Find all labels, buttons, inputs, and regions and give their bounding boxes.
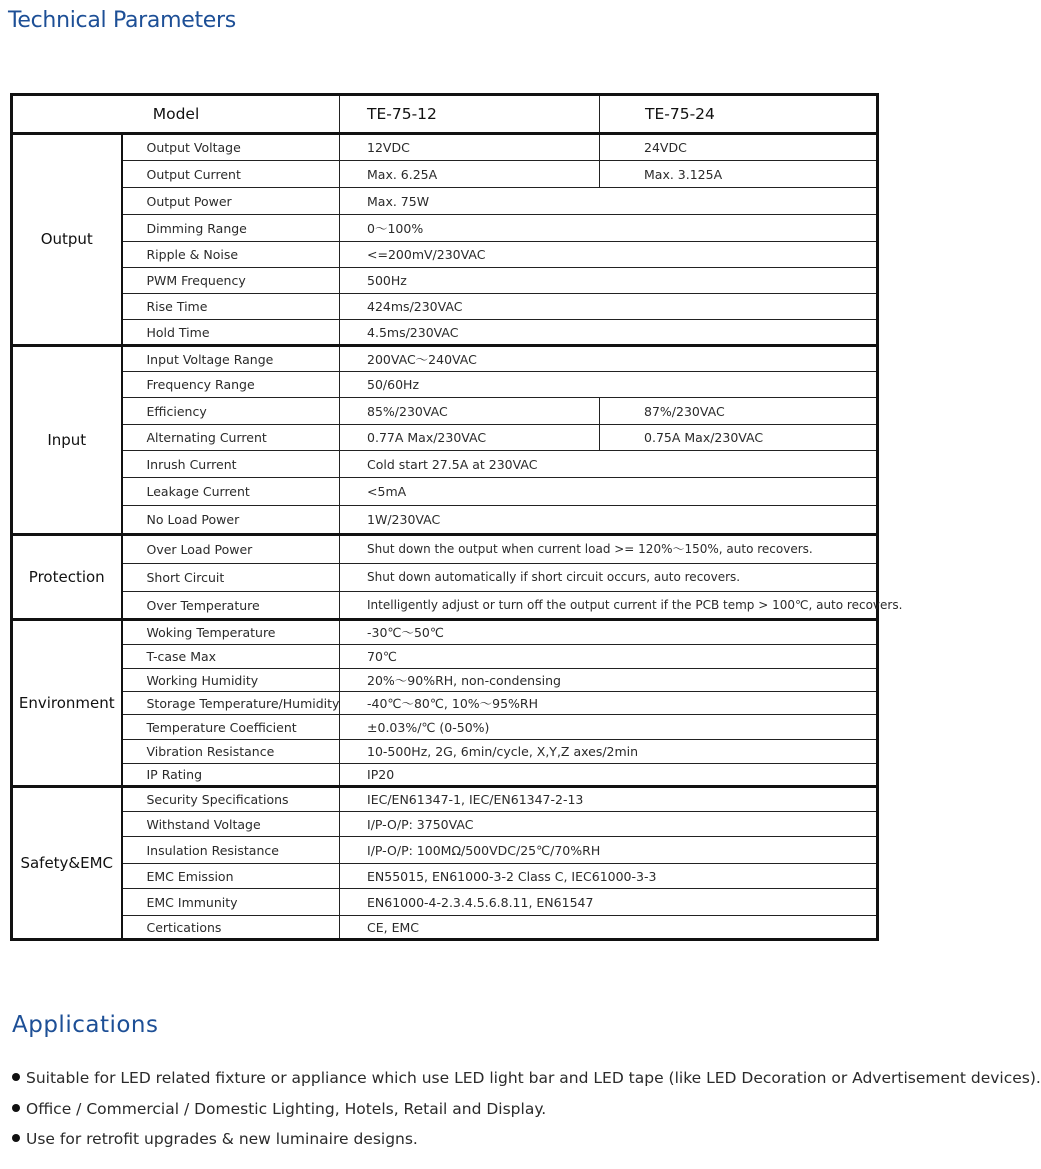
table-row [12, 372, 878, 398]
value-te-75-24: 87%/230VAC [600, 398, 878, 425]
table-row [12, 889, 878, 916]
group-label: Protection [12, 535, 122, 620]
parameter-name: Output Power [122, 188, 340, 215]
section-environment [12, 620, 878, 787]
value-te-75-24: 0.75A Max/230VAC [600, 425, 878, 451]
parameter-value: Max. 75W [340, 188, 878, 215]
parameter-value: 70℃ [340, 645, 878, 669]
group-label: Safety&EMC [12, 787, 122, 940]
list-item [12, 1097, 1041, 1128]
parameter-value: 1W/230VAC [340, 506, 878, 535]
bullet-icon [12, 1134, 20, 1142]
list-item [12, 1127, 1041, 1158]
table-row [12, 188, 878, 215]
table-row [12, 764, 878, 787]
parameter-value: Shut down the output when current load >= 120%～150%, auto recovers. [340, 535, 878, 564]
table-row [12, 346, 878, 372]
section-safety-emc [12, 787, 878, 940]
parameter-name: Output Voltage [122, 134, 340, 161]
parameter-name: Dimming Range [122, 215, 340, 242]
applications-title: Applications [12, 1012, 159, 1038]
parameter-name: Certications [122, 916, 340, 940]
parameter-name: Over Temperature [122, 592, 340, 620]
value-te-75-12: Max. 6.25A [340, 161, 600, 188]
parameter-value: CE, EMC [340, 916, 878, 940]
table-row [12, 645, 878, 669]
bullet-icon [12, 1104, 20, 1112]
table-row [12, 294, 878, 320]
parameter-name: Input Voltage Range [122, 346, 340, 372]
parameter-name: Temperature Coefficient [122, 715, 340, 740]
parameter-name: Frequency Range [122, 372, 340, 398]
parameter-value: I/P-O/P: 3750VAC [340, 812, 878, 837]
parameter-name: Inrush Current [122, 451, 340, 478]
table-row [12, 268, 878, 294]
parameter-value: IEC/EN61347-1, IEC/EN61347-2-13 [340, 787, 878, 812]
parameter-name: Over Load Power [122, 535, 340, 564]
header-model-te-75-24: TE-75-24 [600, 95, 878, 134]
table-row [12, 398, 878, 425]
value-te-75-12: 12VDC [340, 134, 600, 161]
parameter-value: IP20 [340, 764, 878, 787]
table-row [12, 134, 878, 161]
parameter-name: T-case Max [122, 645, 340, 669]
parameter-value: 10-500Hz, 2G, 6min/cycle, X,Y,Z axes/2min [340, 740, 878, 764]
parameter-value: <5mA [340, 478, 878, 506]
table-row [12, 425, 878, 451]
table-row [12, 242, 878, 268]
table-row [12, 787, 878, 812]
table-row [12, 535, 878, 564]
parameter-value: Intelligently adjust or turn off the output current if the PCB temp > 100℃, auto recovers. [340, 592, 878, 620]
table-row [12, 161, 878, 188]
application-text: Suitable for LED related fixture or appliance which use LED light bar and LED tape (like LED Decoration or Advertisement devices). [26, 1069, 1041, 1087]
parameter-value: ±0.03%/℃ (0-50%) [340, 715, 878, 740]
table-row [12, 812, 878, 837]
parameter-name: No Load Power [122, 506, 340, 535]
table-row [12, 478, 878, 506]
parameter-name: EMC Immunity [122, 889, 340, 916]
parameter-value: 0～100% [340, 215, 878, 242]
parameter-name: Insulation Resistance [122, 837, 340, 864]
parameter-value: -40℃～80℃, 10%～95%RH [340, 692, 878, 715]
table-row [12, 669, 878, 692]
value-te-75-24: Max. 3.125A [600, 161, 878, 188]
group-label: Environment [12, 620, 122, 787]
parameter-name: Output Current [122, 161, 340, 188]
section-output [12, 134, 878, 346]
parameter-value: I/P-O/P: 100MΩ/500VDC/25℃/70%RH [340, 837, 878, 864]
table-row [12, 864, 878, 889]
bullet-icon [12, 1073, 20, 1081]
applications-list [12, 1066, 1041, 1158]
group-label: Input [12, 346, 122, 535]
parameter-name: Efficiency [122, 398, 340, 425]
parameter-name: Withstand Voltage [122, 812, 340, 837]
value-te-75-24: 24VDC [600, 134, 878, 161]
parameter-name: Vibration Resistance [122, 740, 340, 764]
parameter-name: Security Specifications [122, 787, 340, 812]
table-row [12, 837, 878, 864]
parameter-value: EN61000-4-2.3.4.5.6.8.11, EN61547 [340, 889, 878, 916]
table-row [12, 320, 878, 346]
table-row [12, 715, 878, 740]
parameter-value: 200VAC～240VAC [340, 346, 878, 372]
table-row [12, 620, 878, 645]
parameter-value: 500Hz [340, 268, 878, 294]
parameter-name: PWM Frequency [122, 268, 340, 294]
parameter-value: Cold start 27.5A at 230VAC [340, 451, 878, 478]
parameter-value: EN55015, EN61000-3-2 Class C, IEC61000-3-3 [340, 864, 878, 889]
parameter-name: Woking Temperature [122, 620, 340, 645]
parameter-value: Shut down automatically if short circuit occurs, auto recovers. [340, 564, 878, 592]
table-row [12, 215, 878, 242]
spec-table [10, 93, 903, 941]
parameter-name: Hold Time [122, 320, 340, 346]
parameter-value: 424ms/230VAC [340, 294, 878, 320]
table-row [12, 451, 878, 478]
table-row [12, 692, 878, 715]
table-header-row [12, 95, 878, 134]
value-te-75-12: 85%/230VAC [340, 398, 600, 425]
application-text: Use for retrofit upgrades & new luminaire designs. [26, 1130, 418, 1148]
section-protection [12, 535, 903, 620]
header-model-te-75-12: TE-75-12 [340, 95, 600, 134]
parameter-name: EMC Emission [122, 864, 340, 889]
parameter-value: 4.5ms/230VAC [340, 320, 878, 346]
parameter-name: Alternating Current [122, 425, 340, 451]
parameter-name: Rise Time [122, 294, 340, 320]
list-item [12, 1066, 1041, 1097]
table-row [12, 564, 878, 592]
table-row [12, 506, 878, 535]
parameter-name: Short Circuit [122, 564, 340, 592]
parameter-name: Ripple & Noise [122, 242, 340, 268]
parameter-value: 50/60Hz [340, 372, 878, 398]
parameter-value: -30℃～50℃ [340, 620, 878, 645]
parameter-name: IP Rating [122, 764, 340, 787]
header-model: Model [12, 95, 340, 134]
parameter-value: 20%～90%RH, non-condensing [340, 669, 878, 692]
parameter-value: <=200mV/230VAC [340, 242, 878, 268]
section-input [12, 346, 878, 535]
table-row [12, 592, 878, 620]
page-title: Technical Parameters [8, 8, 236, 33]
group-label: Output [12, 134, 122, 346]
value-te-75-12: 0.77A Max/230VAC [340, 425, 600, 451]
table-row [12, 916, 878, 940]
parameter-name: Working Humidity [122, 669, 340, 692]
parameter-name: Storage Temperature/Humidity [122, 692, 340, 715]
table-row [12, 740, 878, 764]
application-text: Office / Commercial / Domestic Lighting, Hotels, Retail and Display. [26, 1099, 547, 1118]
parameter-name: Leakage Current [122, 478, 340, 506]
